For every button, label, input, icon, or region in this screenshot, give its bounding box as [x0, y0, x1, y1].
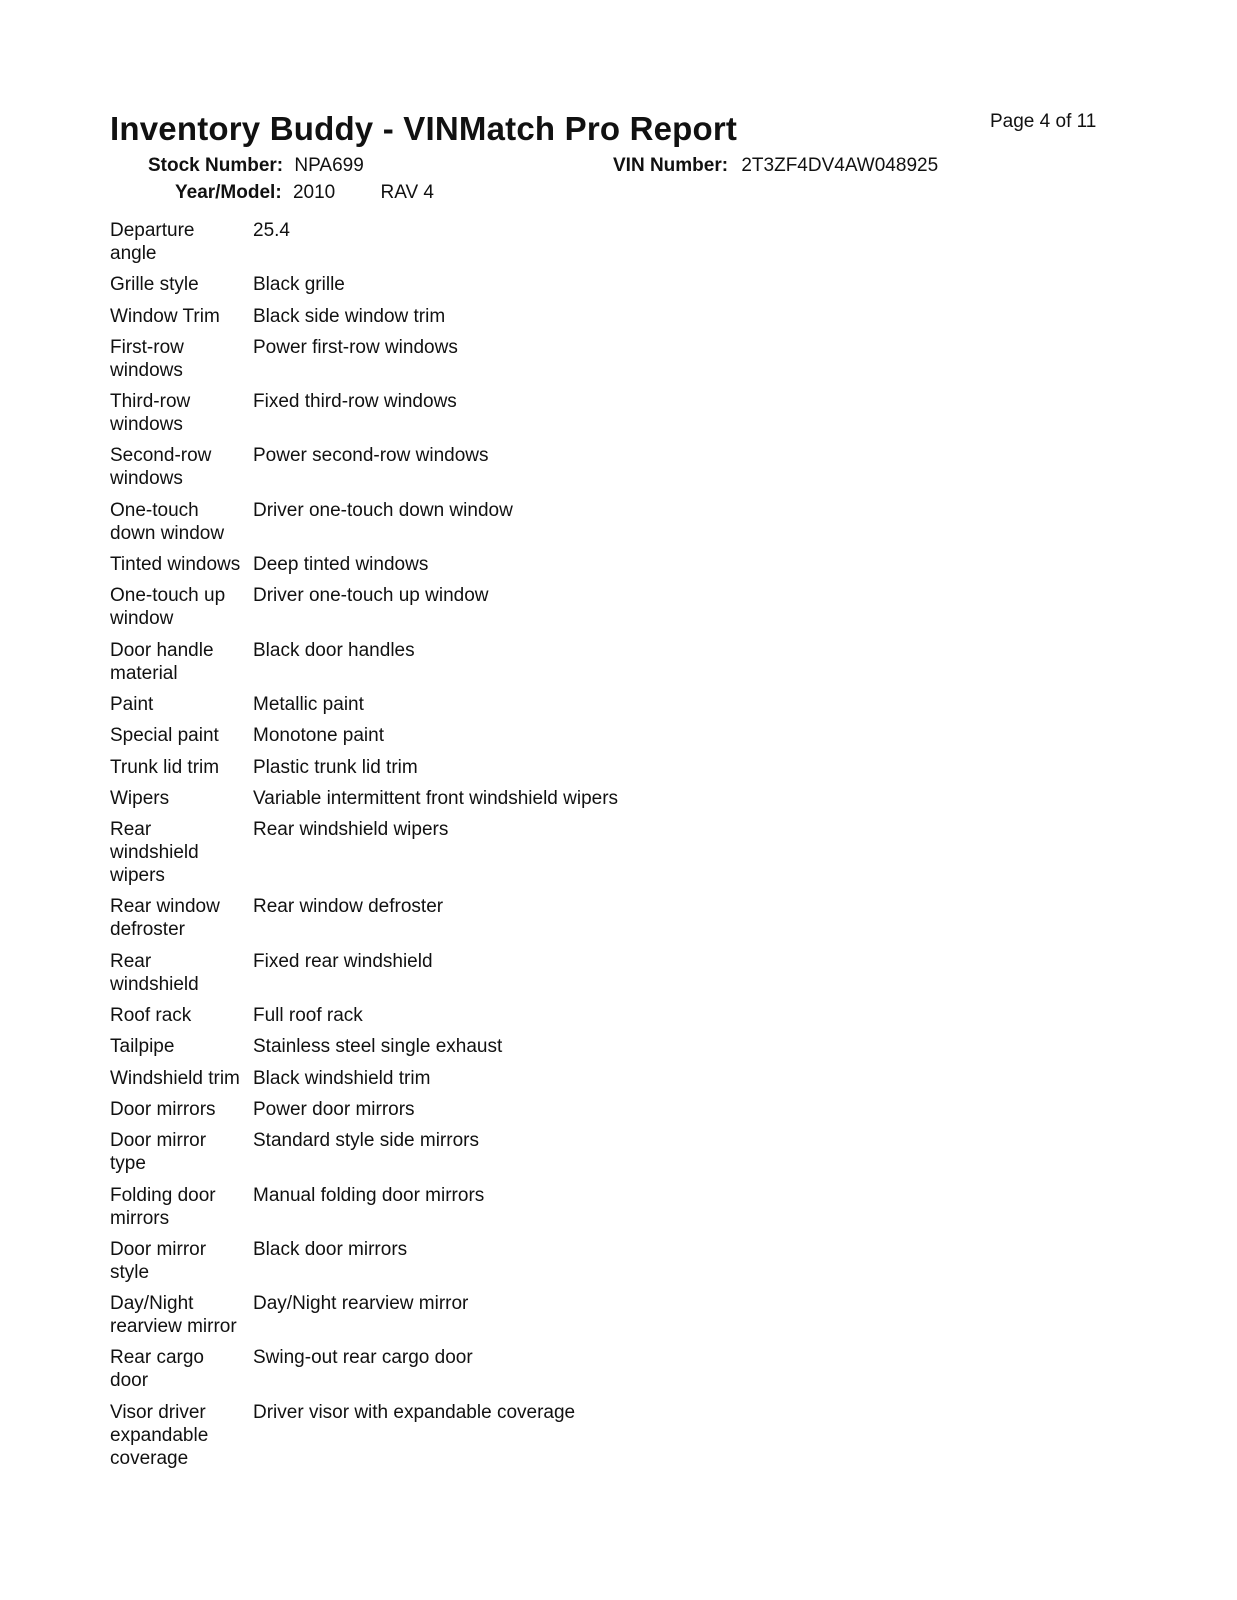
feature-value: Driver one-touch up window [253, 585, 489, 607]
feature-row [110, 1035, 810, 1058]
feature-row [110, 693, 810, 716]
feature-label: Tinted windows [110, 554, 241, 576]
report-title: Inventory Buddy - VINMatch Pro Report [110, 110, 738, 147]
stock-number-value: NPA699 [294, 155, 364, 176]
feature-row [110, 336, 810, 382]
feature-value: Full roof rack [253, 1005, 363, 1027]
feature-label: Folding door mirrors [110, 1184, 216, 1229]
feature-label: Grille style [110, 274, 199, 296]
feature-label: Tailpipe [110, 1036, 175, 1058]
feature-row [110, 895, 810, 941]
feature-label: Door handle material [110, 639, 214, 684]
feature-value: Fixed rear windshield [253, 950, 433, 972]
page-number: Page 4 of 11 [990, 111, 1097, 132]
feature-label: Departure angle [110, 220, 195, 264]
year-model-label: Year/Model: [175, 182, 282, 203]
feature-label: Door mirrors [110, 1098, 216, 1120]
feature-row [110, 639, 810, 685]
feature-value: Black windshield trim [253, 1067, 431, 1089]
feature-row [110, 756, 810, 779]
feature-value: Black door handles [253, 639, 415, 661]
feature-label: One-touch down window [110, 499, 225, 544]
feature-label: Door mirror type [110, 1130, 207, 1175]
feature-value: Fixed third-row windows [253, 391, 457, 413]
feature-value: 25.4 [253, 220, 290, 241]
feature-label: Trunk lid trim [110, 756, 220, 778]
feature-value: Power first-row windows [253, 336, 458, 358]
feature-value: Power second-row windows [253, 445, 489, 467]
feature-row [110, 818, 810, 887]
model-value: RAV 4 [380, 182, 435, 203]
feature-value: Swing-out rear cargo door [253, 1347, 473, 1369]
feature-value: Stainless steel single exhaust [253, 1036, 503, 1058]
feature-row [110, 1004, 810, 1027]
feature-value: Plastic trunk lid trim [253, 756, 418, 778]
feature-label: Third-row windows [110, 391, 191, 436]
feature-label: Paint [110, 693, 154, 715]
feature-label: One-touch up window [110, 585, 226, 630]
feature-value: Power door mirrors [253, 1098, 415, 1120]
feature-value: Day/Night rearview mirror [253, 1293, 469, 1315]
stock-number [148, 155, 364, 177]
feature-value: Rear window defroster [253, 896, 444, 918]
feature-value: Driver visor with expandable coverage [253, 1401, 576, 1423]
feature-label: Rear windshield wipers [110, 819, 199, 887]
feature-row [110, 390, 810, 436]
feature-value: Rear windshield wipers [253, 819, 449, 841]
stock-number-label: Stock Number: [148, 155, 284, 176]
feature-value: Black side window trim [253, 305, 446, 327]
feature-row [110, 584, 810, 630]
feature-value: Standard style side mirrors [253, 1130, 479, 1152]
vin-number [613, 155, 938, 177]
feature-row [110, 950, 810, 996]
feature-label: Wipers [110, 787, 170, 809]
feature-row [110, 273, 810, 296]
feature-row [110, 444, 810, 490]
vin-number-label: VIN Number: [613, 155, 729, 176]
feature-row [110, 787, 810, 810]
feature-label: Day/Night rearview mirror [110, 1293, 237, 1338]
feature-value: Manual folding door mirrors [253, 1184, 485, 1206]
feature-row [110, 1067, 810, 1090]
feature-row [110, 1098, 810, 1121]
feature-label: Visor driver expandable coverage [110, 1401, 209, 1469]
feature-label: Windshield trim [110, 1067, 240, 1089]
feature-row [110, 499, 810, 545]
year-model [175, 182, 434, 204]
feature-row [110, 219, 810, 265]
feature-row [110, 1129, 810, 1175]
feature-value: Driver one-touch down window [253, 499, 513, 521]
feature-row [110, 724, 810, 747]
feature-label: Roof rack [110, 1005, 192, 1027]
vin-number-value: 2T3ZF4DV4AW048925 [741, 155, 939, 176]
feature-label: Second-row windows [110, 445, 212, 490]
feature-row [110, 1292, 810, 1338]
feature-label: Rear cargo door [110, 1347, 204, 1392]
feature-value: Deep tinted windows [253, 554, 429, 576]
feature-value: Variable intermittent front windshield wipers [253, 787, 619, 809]
features-list [110, 219, 810, 1478]
feature-label: Special paint [110, 725, 219, 747]
year-value: 2010 [292, 182, 336, 203]
feature-value: Black grille [253, 274, 345, 296]
feature-row [110, 1401, 810, 1470]
feature-row [110, 305, 810, 328]
feature-value: Monotone paint [253, 725, 384, 747]
feature-label: Window Trim [110, 305, 220, 327]
feature-row [110, 1346, 810, 1392]
feature-label: Rear window defroster [110, 896, 220, 941]
feature-label: Rear windshield [110, 950, 199, 995]
feature-value: Metallic paint [253, 693, 364, 715]
feature-row [110, 1238, 810, 1284]
feature-row [110, 1184, 810, 1230]
feature-row [110, 553, 810, 576]
feature-label: First-row windows [110, 336, 184, 381]
feature-label: Door mirror style [110, 1238, 207, 1283]
feature-value: Black door mirrors [253, 1238, 408, 1260]
